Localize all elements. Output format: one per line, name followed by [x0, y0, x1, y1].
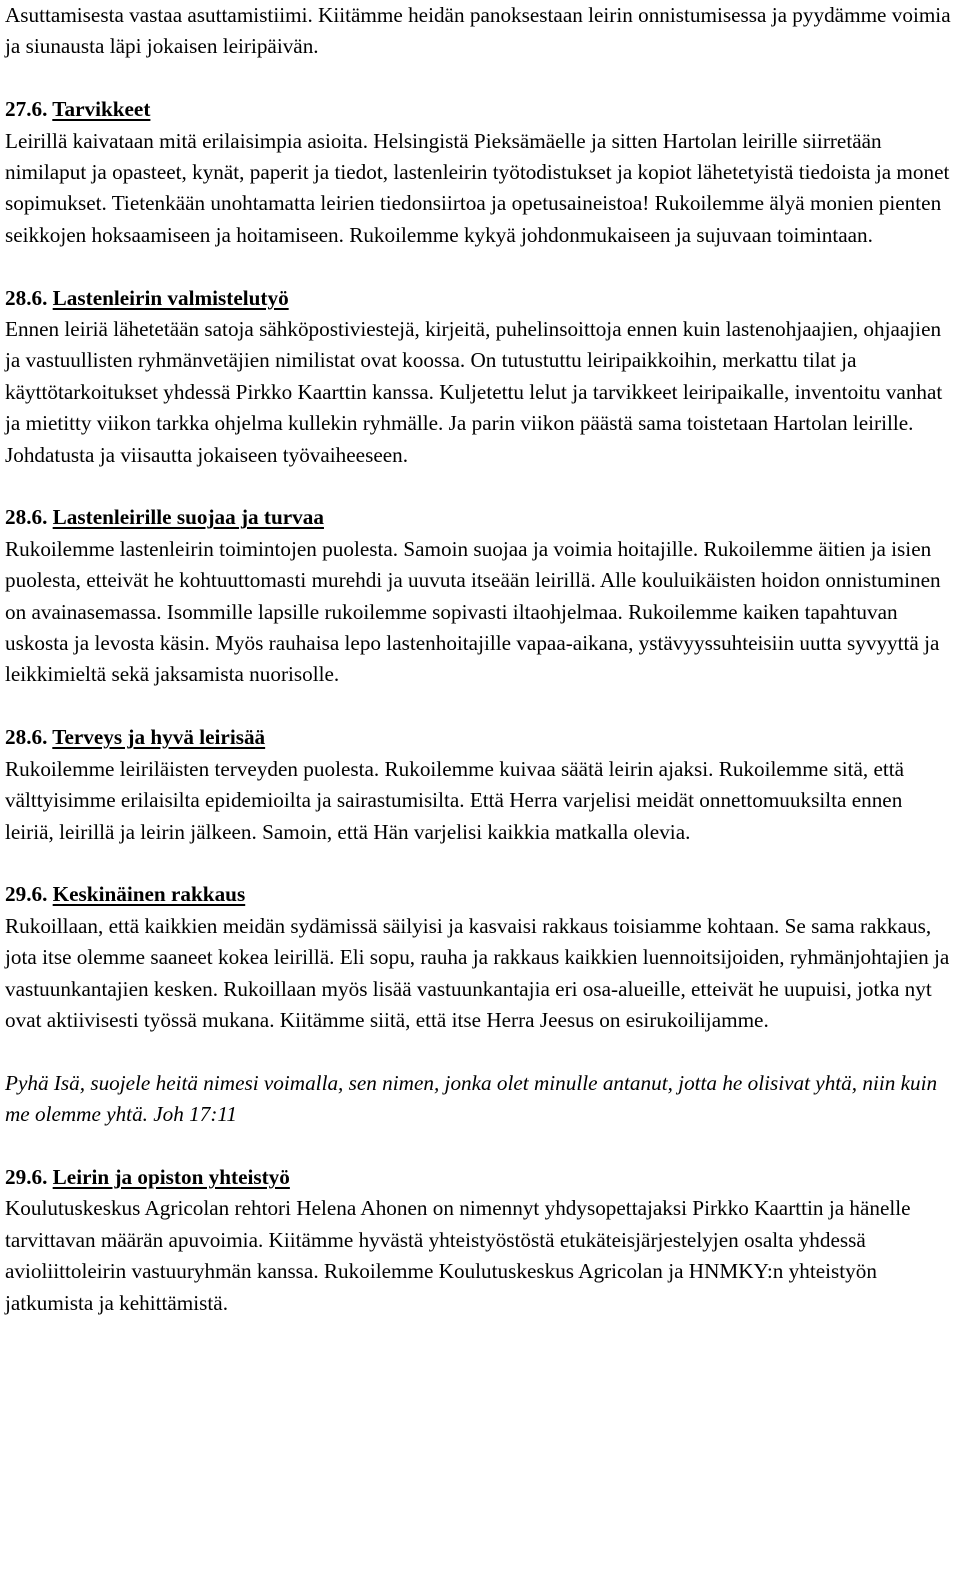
- section-date: 29.6.: [5, 882, 48, 907]
- section-yhteistyo: [5, 1162, 955, 1319]
- section-body: Rukoilemme leiriläisten terveyden puolesta. Rukoilemme kuivaa säätä leirin ajaksi. Rukoilemme sitä, että välttyisimme erilaisilta epidemioilta ja sairastumisilta. Että Herra varjelisi meidät onnettomuuksilta ennen leiriä, leirillä ja leirin jälkeen. Samoin, että Hän varjelisi kaikkia matkalla olevia.: [5, 756, 905, 844]
- section-heading: [5, 722, 955, 753]
- bible-quote: [5, 1068, 955, 1131]
- section-body: Rukoillaan, että kaikkien meidän sydämissä säilyisi ja kasvaisi rakkaus toisiamme kohtaan. Se sama rakkaus, jota itse olemme saaneet kokea leirillä. Eli sopu, rauha ja rakkaus kaikkien luennoitsijoiden, ryhmänjohtajien ja vastuunkantajien kesken. Rukoillaan myös lisää vastuunkantajia eri osa-alueille, etteivät he uupuisi, jotka nyt ovat aktiivisesti työssä mukana. Kiitämme siitä, että itse Herra Jeesus on esirukoilijamme.: [5, 913, 950, 1032]
- section-date: 28.6.: [5, 505, 48, 530]
- section-date: 27.6.: [5, 97, 48, 122]
- section-body: Ennen leiriä lähetetään satoja sähköpostiviestejä, kirjeitä, puhelinsoittoja ennen kuin lastenohjaajien, ohjaajien ja vastuullisten ryhmänvetäjien nimilistat ovat koossa. On tutustuttu leiripaikkoihin, merkattu tilat ja käyttötarkoitukset yhdessä Pirkko Kaarttin kanssa. Kuljetettu lelut ja tarvikkeet leiripaikalle, inventoitu vanhat ja mietitty viikon tarkka ohjelma kullekin ryhmälle. Ja parin viikon päästä sama toistetaan Hartolan leirille. Johdatusta ja viisautta jokaiseen työvaiheeseen.: [5, 317, 943, 467]
- section-title: Lastenleirin valmistelutyö: [52, 285, 289, 310]
- quote-text: Pyhä Isä, suojele heitä nimesi voimalla, sen nimen, jonka olet minulle antanut, jotta he olisivat yhtä, niin kuin me olemme yhtä. Joh 17:11: [5, 1070, 938, 1127]
- document-page: [5, 0, 955, 1350]
- section-title: Terveys ja hyvä leirisää: [52, 725, 266, 750]
- section-terveys: [5, 722, 955, 848]
- section-body: Koulutuskeskus Agricolan rehtori Helena Ahonen on nimennyt yhdysopettajaksi Pirkko Kaarttin ja hänelle tarvittavan määrän apuvoimia. Kiitämme hyvästä yhteistyöstöstä etukäteisjärjestelyjen osalta yhdessä avioliittoleirin vastuuryhmän kanssa. Rukoilemme Koulutuskeskus Agricolan ja HNMKY:n yhteistyön jatkumista ja kehittämistä.: [5, 1196, 911, 1315]
- section-date: 29.6.: [5, 1164, 48, 1189]
- section-date: 28.6.: [5, 285, 48, 310]
- section-body: Leirillä kaivataan mitä erilaisimpia asioita. Helsingistä Pieksämäelle ja sitten Hartolan leirille siirretään nimilaput ja opasteet, kynät, paperit ja tiedot, lastenleirin työtodistukset ja kopiot lähetetyistä tiedoista ja monet sopimukset. Tietenkään unohtamatta leirien tiedonsiirtoa ja opetusaineistoa! Rukoilemme älyä monien pienten seikkojen hoksaamiseen ja hoitamiseen. Rukoilemme kykyä johdonmukaiseen ja sujuvaan toimintaan.: [5, 128, 950, 247]
- section-suojaa-ja-turvaa: [5, 502, 955, 690]
- intro-paragraph: [5, 0, 955, 63]
- section-date: 28.6.: [5, 725, 48, 750]
- section-body: Rukoilemme lastenleirin toimintojen puolesta. Samoin suojaa ja voimia hoitajille. Rukoilemme äitien ja isien puolesta, etteivät he kohtuuttomasti murehdi ja uuvuta itseään leirillä. Alle kouluikäisten hoidon onnistuminen on avainasemassa. Isommille lapsille rukoilemme sopivasti iltaohjelmaa. Rukoilemme kaiken tapahtuvan uskosta ja levosta käsin. Myös rauhaisa lepo lastenhoitajille vapaa-aikana, ystävyyssuhteisiin uutta syvyyttä ja leikkimieltä sekä jaksamista nuorisolle.: [5, 536, 941, 687]
- section-title: Leirin ja opiston yhteistyö: [52, 1164, 290, 1189]
- section-title: Lastenleirille suojaa ja turvaa: [52, 505, 324, 530]
- section-tarvikkeet: [5, 94, 955, 251]
- section-heading: [5, 1162, 955, 1193]
- section-lastenleirin-valmistelutyo: [5, 283, 955, 471]
- section-keskinainen-rakkaus: [5, 879, 955, 1036]
- section-title: Keskinäinen rakkaus: [52, 882, 246, 907]
- section-title: Tarvikkeet: [52, 97, 151, 122]
- intro-text: Asuttamisesta vastaa asuttamistiimi. Kiitämme heidän panoksestaan leirin onnistumisessa ja pyydämme voimia ja siunausta läpi jokaisen leiripäivän.: [5, 3, 951, 59]
- section-heading: [5, 283, 955, 314]
- section-heading: [5, 94, 955, 125]
- section-heading: [5, 502, 955, 533]
- section-heading: [5, 879, 955, 910]
